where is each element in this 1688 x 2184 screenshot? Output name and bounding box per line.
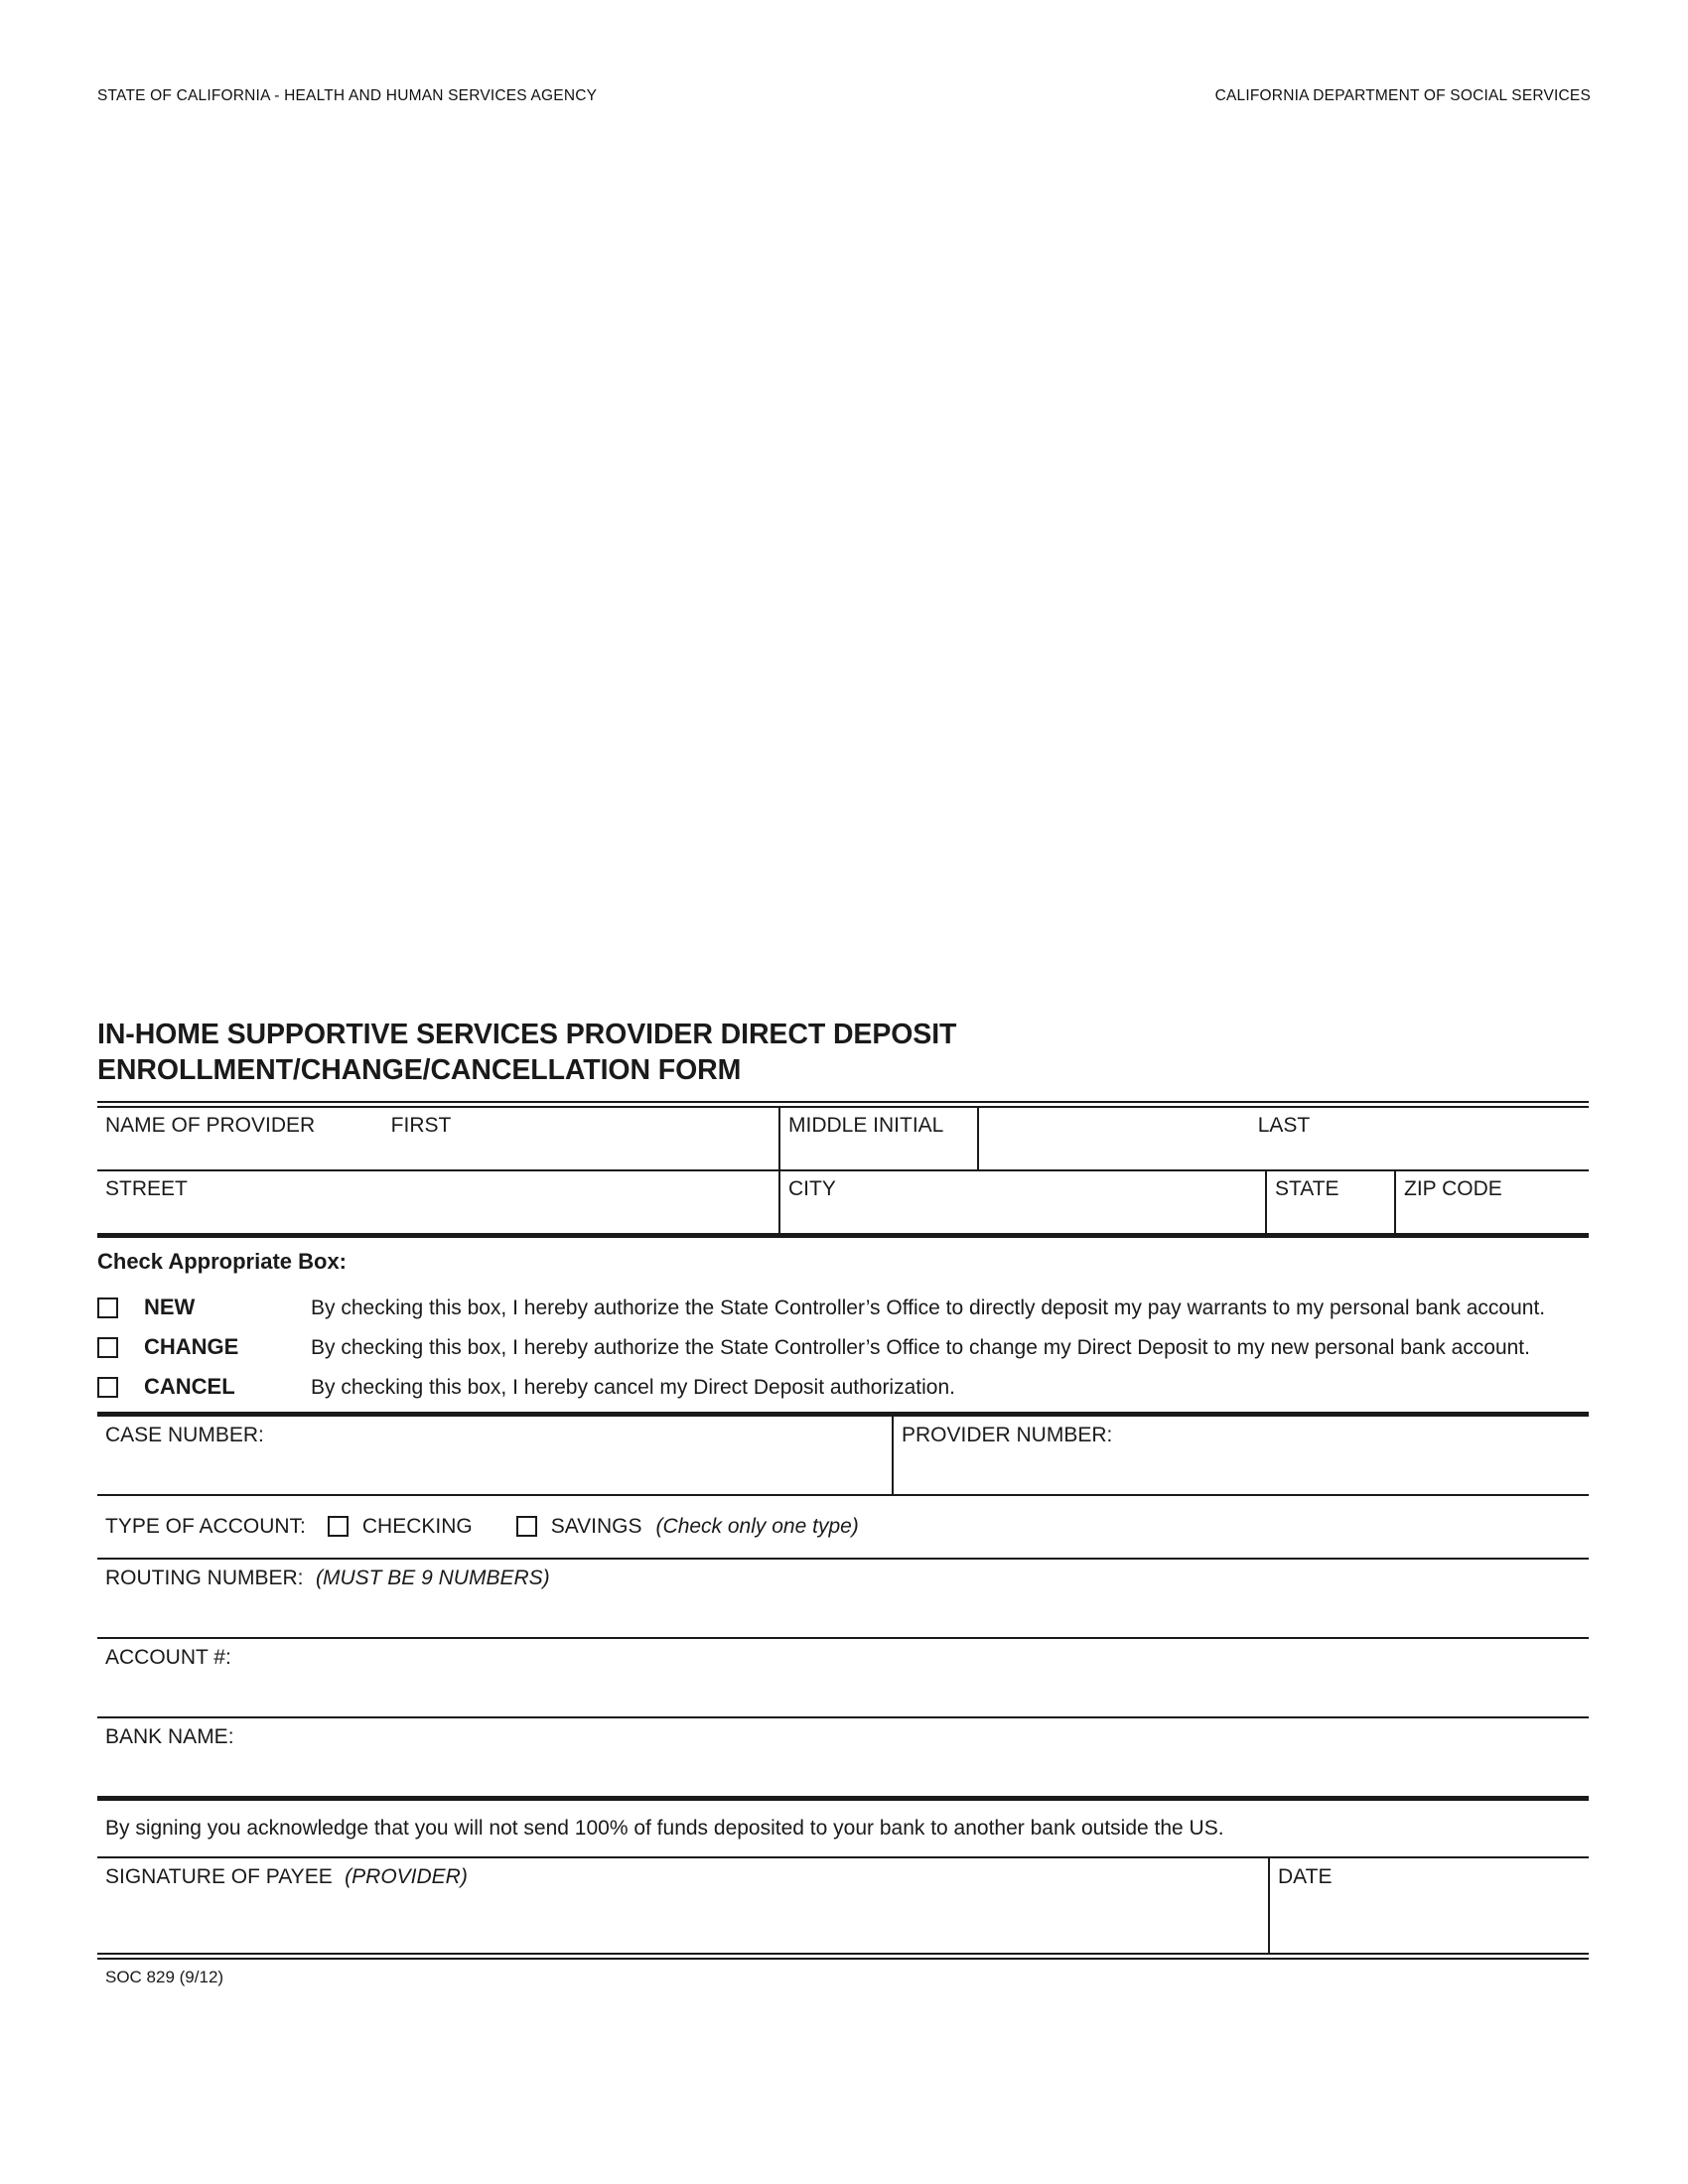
checkbox-cancel[interactable] <box>97 1377 118 1398</box>
numbers-row <box>97 1417 1589 1494</box>
title-divider <box>97 1101 1589 1108</box>
signature-label: SIGNATURE OF PAYEE <box>105 1864 333 1888</box>
savings-label: SAVINGS <box>550 1514 642 1538</box>
date-cell[interactable] <box>1268 1858 1589 1953</box>
street-label: STREET <box>105 1176 188 1200</box>
first-name-label: FIRST <box>390 1113 452 1137</box>
check-appropriate-box-section <box>97 1238 1589 1402</box>
checkbox-cancel-label: CANCEL <box>144 1374 235 1400</box>
routing-number-note: (MUST BE 9 NUMBERS) <box>315 1566 550 1589</box>
name-of-provider-label: NAME OF PROVIDER <box>105 1113 316 1137</box>
zip-code-cell[interactable] <box>1394 1171 1589 1233</box>
provider-number-cell[interactable] <box>892 1417 1589 1494</box>
routing-number-label: ROUTING NUMBER: <box>105 1566 304 1589</box>
page-title-line-2: ENROLLMENT/CHANGE/CANCELLATION FORM <box>97 1053 742 1086</box>
date-label: DATE <box>1278 1864 1333 1888</box>
state-cell[interactable] <box>1265 1171 1394 1233</box>
checkbox-new[interactable] <box>97 1297 118 1318</box>
bank-name-cell[interactable] <box>97 1718 1589 1796</box>
checkbox-new-label: NEW <box>144 1294 196 1319</box>
form-body <box>97 1018 1589 1987</box>
account-type-label: TYPE OF ACCOUNT: <box>105 1514 306 1538</box>
agency-header-left: STATE OF CALIFORNIA - HEALTH AND HUMAN SERVICES AGENCY <box>97 87 598 104</box>
page-title <box>97 1018 1589 1089</box>
account-type-note: (Check only one type) <box>655 1514 859 1538</box>
name-row <box>97 1108 1589 1169</box>
middle-initial-cell[interactable] <box>778 1108 977 1169</box>
checking-label: CHECKING <box>361 1514 473 1538</box>
city-label: CITY <box>788 1176 836 1200</box>
account-number-cell[interactable] <box>97 1639 1589 1716</box>
case-number-cell[interactable] <box>97 1417 892 1494</box>
form-number: SOC 829 (9/12) <box>105 1967 224 1986</box>
street-cell[interactable] <box>97 1171 778 1233</box>
city-cell[interactable] <box>778 1171 1265 1233</box>
signature-row <box>97 1858 1589 1953</box>
checkbox-checking[interactable] <box>328 1516 349 1537</box>
last-name-label: LAST <box>1257 1113 1311 1137</box>
agency-header-right: CALIFORNIA DEPARTMENT OF SOCIAL SERVICES <box>1214 87 1591 104</box>
checkbox-option-change[interactable] <box>97 1334 1589 1361</box>
checkbox-option-cancel[interactable] <box>97 1374 1589 1401</box>
checkbox-option-new[interactable] <box>97 1295 1589 1321</box>
acknowledgement-text: By signing you acknowledge that you will not send 100% of funds deposited to your bank to another bank outside the US. <box>105 1816 1224 1840</box>
checkbox-change-label: CHANGE <box>144 1334 239 1360</box>
signature-section-divider <box>97 1953 1589 1960</box>
signature-note: (PROVIDER) <box>345 1864 468 1888</box>
routing-number-cell[interactable] <box>97 1560 1589 1637</box>
bank-name-label: BANK NAME: <box>105 1724 234 1748</box>
checkbox-savings[interactable] <box>516 1516 537 1537</box>
last-name-cell[interactable] <box>977 1108 1589 1169</box>
check-appropriate-box-heading: Check Appropriate Box: <box>97 1248 348 1274</box>
checkbox-change-description: By checking this box, I hereby authorize the State Controller’s Office to change my Direct Deposit to my new personal bank account. <box>311 1336 1530 1360</box>
page-title-line-1: IN-HOME SUPPORTIVE SERVICES PROVIDER DIRECT DEPOSIT <box>97 1019 957 1050</box>
case-number-label: CASE NUMBER: <box>105 1423 264 1446</box>
checkbox-cancel-description: By checking this box, I hereby cancel my Direct Deposit authorization. <box>311 1376 955 1400</box>
agency-header <box>97 87 1591 105</box>
middle-initial-label: MIDDLE INITIAL <box>788 1113 944 1137</box>
account-type-row <box>97 1496 1589 1558</box>
zip-code-label: ZIP CODE <box>1404 1176 1502 1200</box>
account-number-label: ACCOUNT #: <box>105 1645 231 1669</box>
name-of-provider-cell[interactable] <box>97 1108 778 1169</box>
checkbox-change[interactable] <box>97 1337 118 1358</box>
signature-cell[interactable] <box>97 1858 1268 1953</box>
checkbox-new-description: By checking this box, I hereby authorize the State Controller’s Office to directly deposit my pay warrants to my personal bank account. <box>311 1296 1546 1319</box>
provider-number-label: PROVIDER NUMBER: <box>902 1423 1113 1446</box>
address-row <box>97 1171 1589 1233</box>
state-label: STATE <box>1275 1176 1339 1200</box>
